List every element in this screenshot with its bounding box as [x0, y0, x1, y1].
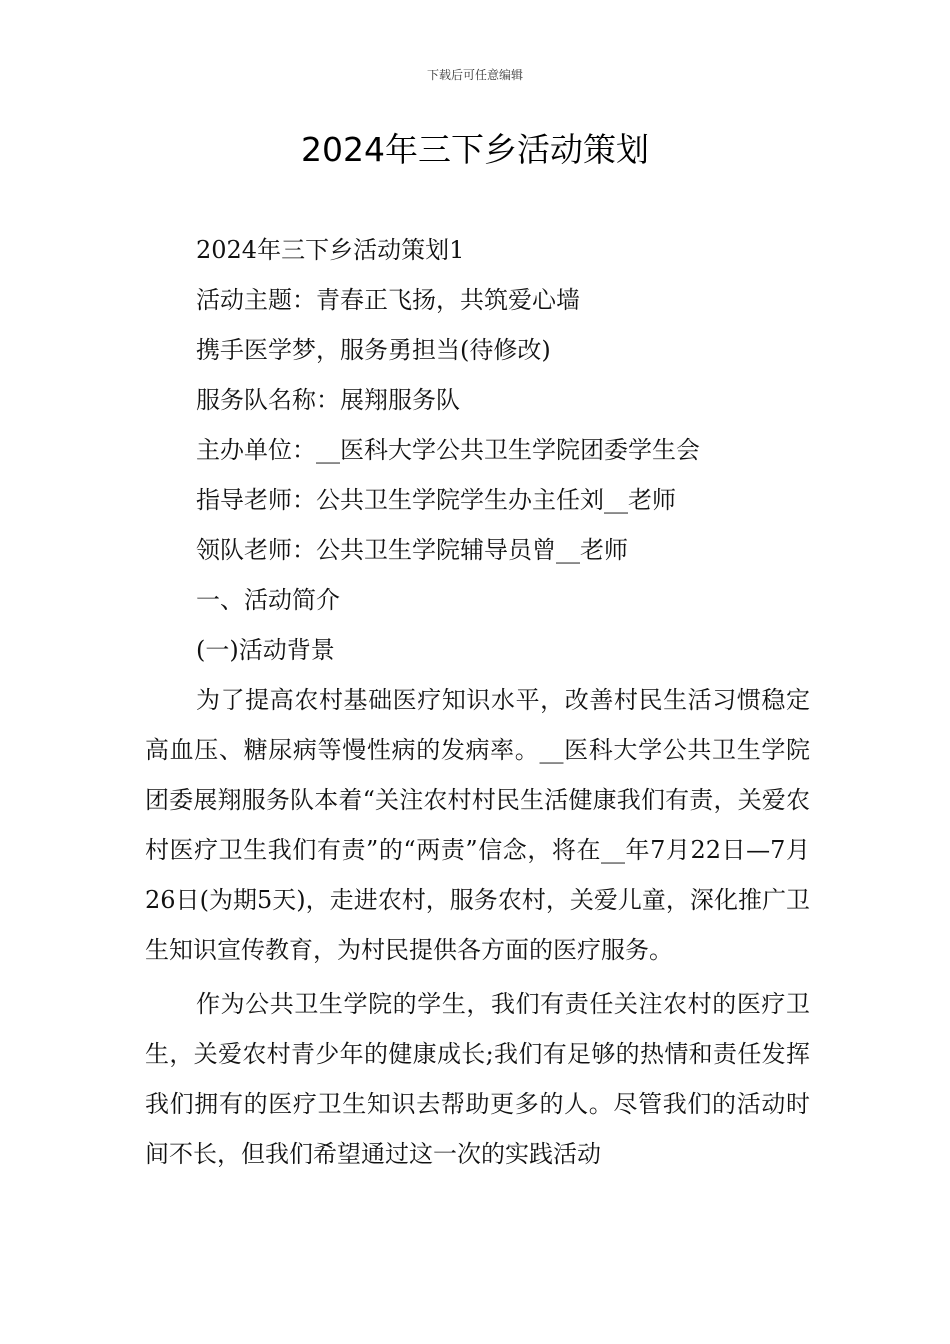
header-note: 下载后可任意编辑: [426, 68, 523, 82]
subsection-heading: (一)活动背景: [196, 636, 335, 664]
activity-theme-line: 活动主题：青春正飞扬，共筑爱心墙: [196, 286, 580, 314]
responsibility-paragraph: 作为公共卫生学院的学生，我们有责任关注农村的医疗卫生，关爱农村青少年的健康成长;我们有足够的热情和责任发挥我们拥有的医疗卫生知识去帮助更多的人。尽管我们的活动时间不长，但我们希望通过这一次的实践活动: [145, 990, 810, 1168]
organizer-line: 主办单位：__医科大学公共卫生学院团委学生会: [196, 436, 700, 464]
section-heading: 一、活动简介: [196, 586, 340, 614]
subtitle-line: 2024年三下乡活动策划1: [196, 236, 465, 264]
team-name-line: 服务队名称：展翔服务队: [196, 386, 460, 414]
advisor-line: 指导老师：公共卫生学院学生办主任刘__老师: [196, 486, 676, 514]
document-title: 2024年三下乡活动策划: [301, 130, 649, 169]
document-body: [145, 225, 810, 1179]
team-leader-line: 领队老师：公共卫生学院辅导员曾__老师: [196, 536, 628, 564]
slogan-line: 携手医学梦，服务勇担当(待修改): [196, 336, 551, 364]
background-paragraph: 为了提高农村基础医疗知识水平，改善村民生活习惯稳定高血压、糖尿病等慢性病的发病率。__医科大学公共卫生学院团委展翔服务队本着“关注农村村民生活健康我们有责，关爱农村医疗卫生我们有责”的“两责”信念，将在__年7月22日—7月26日(为期5天)，走进农村，服务农村，关爱儿童，深化推广卫生知识宣传教育，为村民提供各方面的医疗服务。: [145, 686, 810, 964]
